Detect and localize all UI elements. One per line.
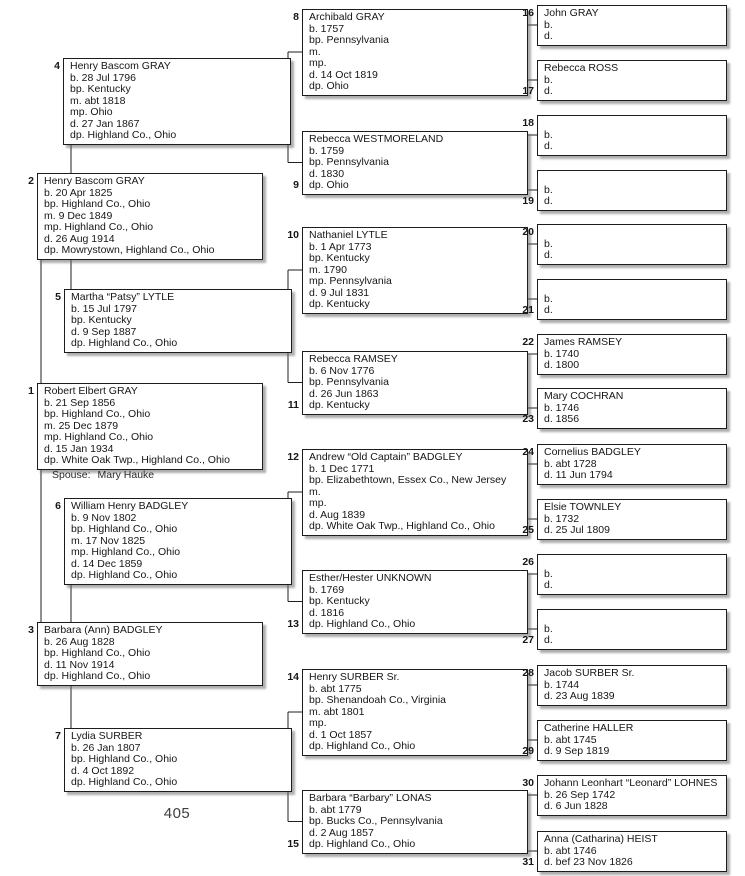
person-detail-line: d. 11 Jun 1794 [544,469,613,481]
person-number: 19 [522,195,534,207]
person-name: Mary COCHRAN [544,390,624,402]
person-name: Henry SURBER Sr. [309,671,400,683]
person-box [522,60,727,101]
person-number: 20 [522,226,534,238]
person-name: Nathaniel LYTLE [309,229,388,241]
person-detail-line: bp. Elizabethtown, Essex Co., New Jersey [309,474,507,486]
person-name [544,118,723,130]
person-box [522,334,727,375]
person-detail-line: b. [544,622,553,635]
person-detail-line: b. 1 Dec 1771 [309,462,375,475]
person-detail-line: d. 1816 [309,606,345,619]
person-name: Archibald GRAY [309,11,385,23]
person-number: 8 [293,11,299,23]
person-name [544,227,723,239]
spouse-note [52,469,154,481]
person-box [522,554,727,595]
person-detail-line: d. 27 Jan 1867 [70,117,140,130]
person-box [54,58,291,145]
person-detail-line: dp. Ohio [309,179,349,191]
person-detail-line: d. 11 Nov 1914 [44,658,115,671]
person-name: Martha “Patsy” LYTLE [71,291,175,303]
person-box [522,609,727,650]
person-detail-line: mp. [309,497,327,509]
person-detail-line: d. 26 Aug 1914 [44,232,115,245]
person-box [522,224,727,265]
person-detail-line: b. 1740 [544,347,580,360]
person-detail-line: d. 1 Oct 1857 [309,728,373,741]
person-box [293,9,528,96]
person-name: Rebecca WESTMORELAND [309,133,444,145]
person-number: 22 [522,336,534,348]
person-number: 25 [522,524,534,536]
person-detail-line: mp. [309,717,327,729]
person-number: 4 [54,60,60,72]
person-detail-line: b. [544,128,553,141]
person-name: Catherine HALLER [544,722,634,734]
person-detail-line: d. 26 Jun 1863 [309,387,379,400]
person-number: 30 [522,777,534,789]
person-box [28,173,263,260]
person-detail-line: b. [544,183,553,196]
person-detail-line: d. 25 Jul 1809 [544,524,610,536]
person-detail-line: bp. Highland Co., Ohio [44,408,151,420]
person-detail-line: dp. Highland Co., Ohio [309,618,416,630]
person-detail-line: mp. Highland Co., Ohio [44,221,154,233]
person-number: 6 [55,500,61,512]
person-detail-line: m. 9 Dec 1849 [44,209,113,222]
person-detail-line: d. 23 Aug 1839 [544,690,615,702]
person-detail-line: m. abt 1801 [309,705,365,718]
person-detail-line: d. bef 23 Nov 1826 [544,856,633,868]
person-detail-line: b. 26 Sep 1742 [544,788,616,801]
person-number: 21 [522,304,534,316]
person-name: William Henry BADGLEY [71,500,189,512]
person-number: 13 [287,618,299,630]
person-detail-line: dp. White Oak Twp., Highland Co., Ohio [44,454,230,466]
person-box [28,622,263,686]
person-detail-line: mp. Highland Co., Ohio [71,546,181,558]
person-detail-line: dp. Highland Co., Ohio [309,838,416,850]
person-number: 2 [28,175,34,187]
person-detail-line: dp. Highland Co., Ohio [309,740,416,752]
person-number: 3 [28,624,34,636]
person-box [55,498,292,585]
person-number: 26 [522,556,534,568]
person-detail-line: bp. Shenandoah Co., Virginia [309,694,446,706]
person-detail-line: d. 15 Jan 1934 [44,442,114,455]
person-box [293,131,528,195]
person-detail-line: mp. Pennsylvania [309,275,392,287]
person-detail-line: m. 1790 [309,263,347,276]
person-box [28,383,263,470]
person-name: Rebecca RAMSEY [309,353,398,365]
person-detail-line: bp. Highland Co., Ohio [44,647,151,659]
person-detail-line: d. 14 Dec 1859 [71,557,143,570]
person-detail-line: dp. Kentucky [309,399,370,411]
person-box [522,775,727,816]
person-detail-line: b. 1732 [544,512,580,525]
person-detail-line: b. abt 1728 [544,457,597,470]
person-number: 15 [287,838,299,850]
person-number: 17 [522,85,534,97]
person-number: 12 [287,451,299,463]
person-detail-line: d. [544,30,553,42]
person-detail-line: b. 9 Nov 1802 [71,511,137,524]
person-detail-line: b. 26 Jan 1807 [71,741,141,754]
person-name [544,173,723,185]
person-detail-line: d. [544,195,553,207]
person-number: 29 [522,745,534,757]
person-detail-line: d. 6 Jun 1828 [544,800,608,812]
person-detail-line: b. 1757 [309,22,345,35]
person-box [522,499,727,540]
person-detail-line: d. 14 Oct 1819 [309,68,378,81]
person-box [522,279,727,320]
person-box [522,720,727,761]
person-box [287,570,528,634]
person-detail-line: b. 1759 [309,144,345,157]
person-detail-line: d. [544,249,553,261]
person-detail-line: d. 4 Oct 1892 [71,764,135,777]
person-box [55,289,292,353]
person-detail-line: m. 17 Nov 1825 [71,534,146,547]
person-detail-line: bp. Kentucky [309,595,370,607]
person-detail-line: bp. Bucks Co., Pennsylvania [309,815,443,827]
person-detail-line: dp. Highland Co., Ohio [70,129,177,141]
person-detail-line: bp. Kentucky [71,314,132,326]
person-box [55,728,292,792]
person-name: Cornelius BADGLEY [544,446,641,458]
person-detail-line: bp. Kentucky [70,83,131,95]
person-number: 31 [522,856,534,868]
person-detail-line: d. [544,634,553,646]
person-box [287,227,528,314]
person-detail-line: b. 15 Jul 1797 [71,302,137,315]
person-detail-line: m. 25 Dec 1879 [44,419,119,432]
person-name: Johann Leonhart “Leonard” LOHNES [544,777,718,789]
person-detail-line: d. 2 Aug 1857 [309,826,374,839]
person-detail-line: d. [544,304,553,316]
person-detail-line: dp. Ohio [309,80,349,92]
person-detail-line: d. Aug 1839 [309,508,366,521]
person-detail-line: m. [309,485,321,498]
person-detail-line: mp. Ohio [70,106,113,118]
person-detail-line: b. 28 Jul 1796 [70,71,136,84]
person-detail-line: mp. Highland Co., Ohio [44,431,154,443]
person-detail-line: b. 26 Aug 1828 [44,635,115,648]
person-number: 9 [293,179,299,191]
person-detail-line: b. abt 1746 [544,844,597,857]
person-detail-line: d. 1830 [309,167,345,180]
person-detail-line: dp. Kentucky [309,298,370,310]
person-number: 23 [522,413,534,425]
person-detail-line: bp. Highland Co., Ohio [71,523,178,535]
person-detail-line: dp. White Oak Twp., Highland Co., Ohio [309,520,495,532]
person-detail-line: d. 1856 [544,413,580,425]
person-detail-line: b. 20 Apr 1825 [44,186,113,199]
person-name: Rebecca ROSS [544,62,619,74]
person-box [522,831,727,872]
person-detail-line: d. [544,579,553,591]
person-number: 16 [522,7,534,19]
person-detail-line: d. [544,140,553,152]
person-number: 11 [287,399,299,411]
person-detail-line: dp. Highland Co., Ohio [71,569,178,581]
person-box [522,170,727,211]
person-detail-line: b. [544,292,553,305]
person-name [544,557,723,569]
person-name: Robert Elbert GRAY [44,385,138,397]
spouse-label: Spouse: [52,469,91,481]
person-name: Lydia SURBER [71,730,143,742]
person-box [522,388,727,429]
person-detail-line: d. 9 Sep 1819 [544,745,610,757]
person-detail-line: b. [544,18,553,31]
person-detail-line: b. [544,237,553,250]
person-detail-line: bp. Kentucky [309,252,370,264]
person-name: Barbara “Barbary” LONAS [309,792,432,804]
person-box [287,351,528,415]
person-number: 1 [28,385,34,397]
person-name: Anna (Catharina) HEIST [544,833,658,845]
person-detail-line: b. 1 Apr 1773 [309,240,372,253]
spouse-name: Mary Hauke [97,469,155,481]
person-number: 24 [522,446,534,458]
person-detail-line: d. [544,85,553,97]
person-box [287,669,528,756]
person-number: 18 [522,117,534,129]
person-name [544,612,723,624]
page-number: 405 [163,805,191,822]
person-box [287,790,528,854]
person-detail-line: b. abt 1779 [309,803,362,816]
person-box [522,665,727,706]
person-detail-line: b. abt 1745 [544,733,597,746]
person-detail-line: bp. Pennsylvania [309,376,389,388]
person-name: Andrew “Old Captain” BADGLEY [309,451,463,463]
person-box [522,115,727,156]
person-detail-line: b. 1769 [309,583,345,596]
person-detail-line: b. [544,567,553,580]
person-detail-line: b. abt 1775 [309,682,362,695]
person-detail-line: bp. Highland Co., Ohio [44,198,151,210]
person-box [287,449,528,536]
person-box [522,444,727,485]
person-detail-line: d. 9 Jul 1831 [309,286,370,299]
person-number: 10 [287,229,299,241]
person-detail-line: bp. Pennsylvania [309,156,389,168]
person-number: 14 [287,671,299,683]
person-name: Barbara (Ann) BADGLEY [44,624,163,636]
person-detail-line: d. 9 Sep 1887 [71,325,137,338]
person-name: Esther/Hester UNKNOWN [309,572,432,584]
person-detail-line: b. 21 Sep 1856 [44,396,116,409]
person-detail-line: dp. Highland Co., Ohio [71,776,178,788]
person-detail-line: b. 1744 [544,678,580,691]
person-detail-line: b. 1746 [544,401,580,414]
person-detail-line: b. [544,73,553,86]
person-detail-line: bp. Pennsylvania [309,34,389,46]
person-number: 7 [55,730,61,742]
person-detail-line: mp. [309,57,327,69]
person-name: Henry Bascom GRAY [70,60,171,72]
person-number: 27 [522,634,534,646]
person-detail-line: dp. Highland Co., Ohio [71,337,178,349]
person-detail-line: d. 1800 [544,359,580,371]
person-number: 28 [522,667,534,679]
person-name: Jacob SURBER Sr. [544,667,635,679]
person-name: John GRAY [544,7,599,19]
person-name: James RAMSEY [544,336,623,348]
person-number: 5 [55,291,61,303]
person-name: Elsie TOWNLEY [544,501,622,513]
person-detail-line: m. [309,45,321,58]
person-detail-line: b. 6 Nov 1776 [309,364,375,377]
person-detail-line: dp. Highland Co., Ohio [44,670,151,682]
person-detail-line: m. abt 1818 [70,94,126,107]
person-detail-line: dp. Mowrystown, Highland Co., Ohio [44,244,215,256]
person-name: Henry Bascom GRAY [44,175,145,187]
person-detail-line: bp. Highland Co., Ohio [71,753,178,765]
person-box [522,5,727,46]
person-name [544,282,723,294]
